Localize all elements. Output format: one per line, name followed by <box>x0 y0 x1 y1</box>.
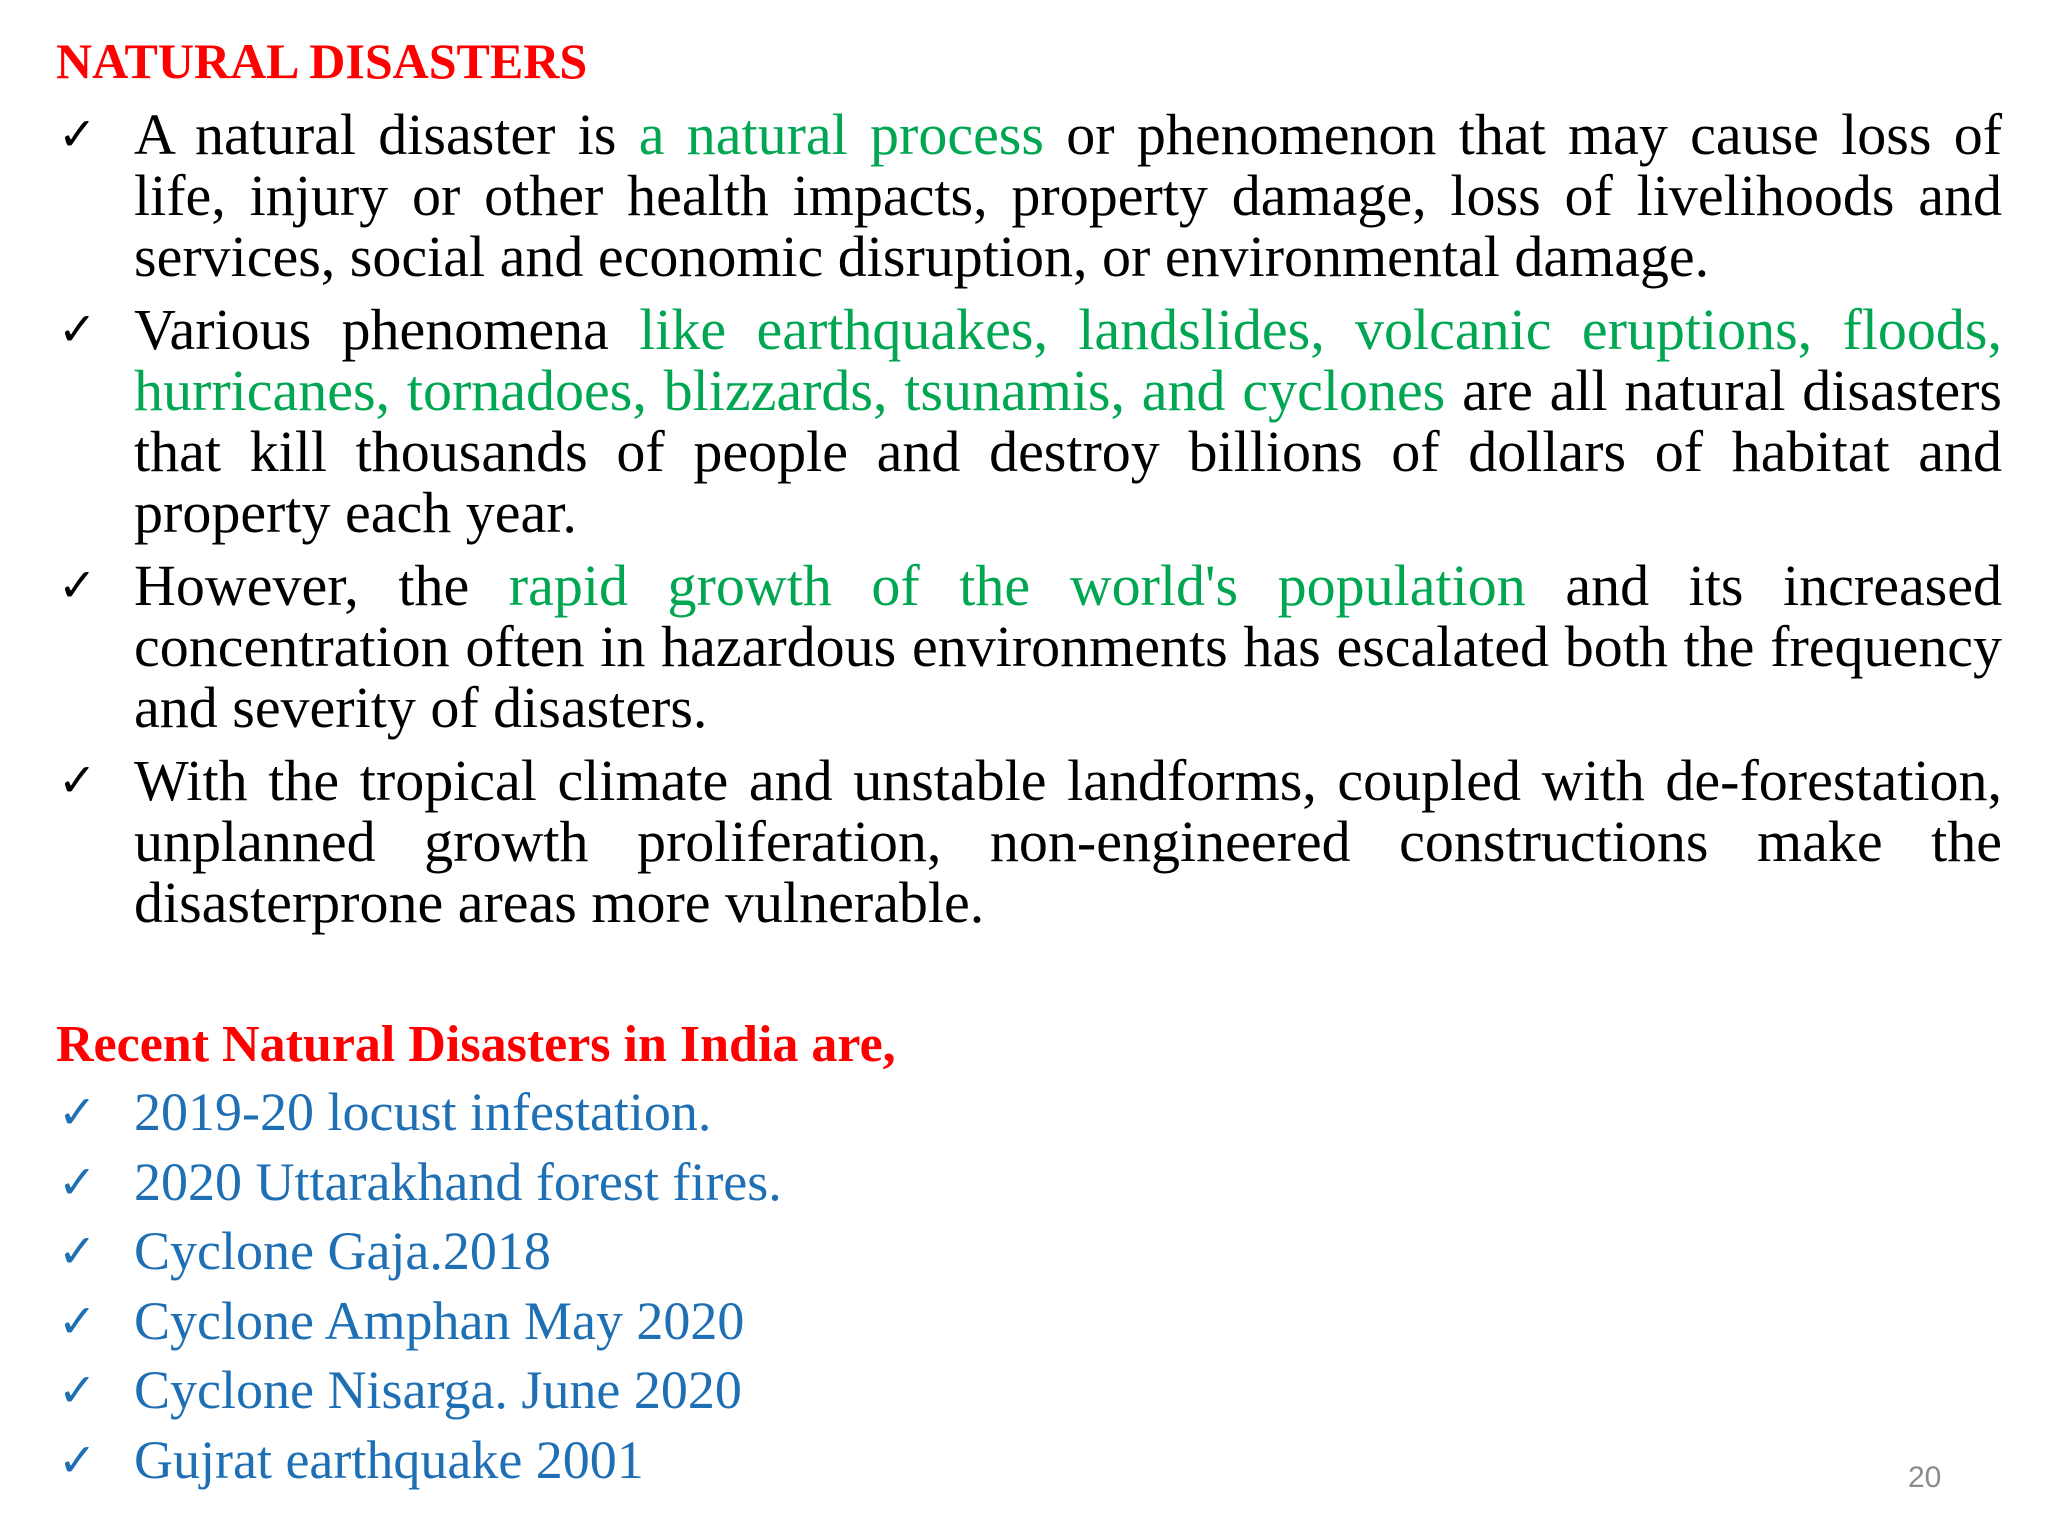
checkmark-icon: ✓ <box>58 107 97 161</box>
recent-disaster-item <box>56 1426 782 1496</box>
recent-disaster-label: 2019-20 locust infestation. <box>134 1082 712 1142</box>
checkmark-icon: ✓ <box>58 1154 97 1209</box>
recent-disasters-heading: Recent Natural Disasters in India are, <box>56 1016 896 1073</box>
bullet-text: Various phenomena <box>134 297 640 362</box>
recent-disaster-item <box>56 1217 782 1287</box>
recent-disaster-label: Gujrat earthquake 2001 <box>134 1429 644 1490</box>
checkmark-icon: ✓ <box>58 1293 97 1348</box>
bullet-item <box>56 299 2002 543</box>
recent-disaster-item <box>56 1078 782 1148</box>
bullet-item <box>56 104 2002 287</box>
bullet-highlight: like earthquakes, landslides, volcanic eruptions, floods, hurricanes, tornadoes, blizzards, tsunamis, and cyclones <box>134 297 2003 423</box>
bullet-text: With the tropical climate and unstable landforms, coupled with de-forestation, unplanned growth proliferation, non-engineered constructions make the disasterprone areas more vulnerable. <box>134 748 2002 935</box>
checkmark-icon: ✓ <box>58 1085 97 1139</box>
bullet-text: and its increased concentration often in hazardous environments has escalated both the frequency and severity of disasters. <box>134 553 2002 740</box>
bullet-item <box>56 555 2002 738</box>
recent-disasters-list <box>56 1078 782 1495</box>
recent-disaster-item <box>56 1148 782 1218</box>
recent-disaster-item <box>56 1287 782 1357</box>
slide-title: NATURAL DISASTERS <box>56 33 588 89</box>
checkmark-icon: ✓ <box>58 302 97 356</box>
bullet-text: are all natural disasters that kill thousands of people and destroy billions of dollars of habitat and property each year. <box>134 358 2003 545</box>
checkmark-icon: ✓ <box>58 1432 97 1487</box>
checkmark-icon: ✓ <box>58 1224 97 1278</box>
recent-disaster-label: Cyclone Gaja.2018 <box>134 1221 551 1281</box>
bullet-text: However, the <box>134 553 509 618</box>
recent-disaster-label: Cyclone Amphan May 2020 <box>134 1290 745 1351</box>
page-number: 20 <box>1908 1461 1942 1494</box>
bullet-text: or phenomenon that may cause loss of life, injury or other health impacts, property damage, loss of livelihoods and services, social and economic disruption, or environmental damage. <box>134 102 2003 289</box>
recent-disaster-item <box>56 1356 782 1426</box>
bullet-highlight: a natural process <box>638 102 1044 167</box>
checkmark-icon: ✓ <box>58 753 97 807</box>
checkmark-icon: ✓ <box>58 558 97 612</box>
bullet-text: A natural disaster is <box>134 102 639 167</box>
bullet-highlight: rapid growth of the world's population <box>508 553 1526 618</box>
main-bullet-list <box>56 104 2002 945</box>
bullet-item <box>56 750 2002 933</box>
recent-disaster-label: Cyclone Nisarga. June 2020 <box>134 1360 742 1420</box>
checkmark-icon: ✓ <box>58 1363 97 1417</box>
recent-disaster-label: 2020 Uttarakhand forest fires. <box>134 1151 782 1212</box>
